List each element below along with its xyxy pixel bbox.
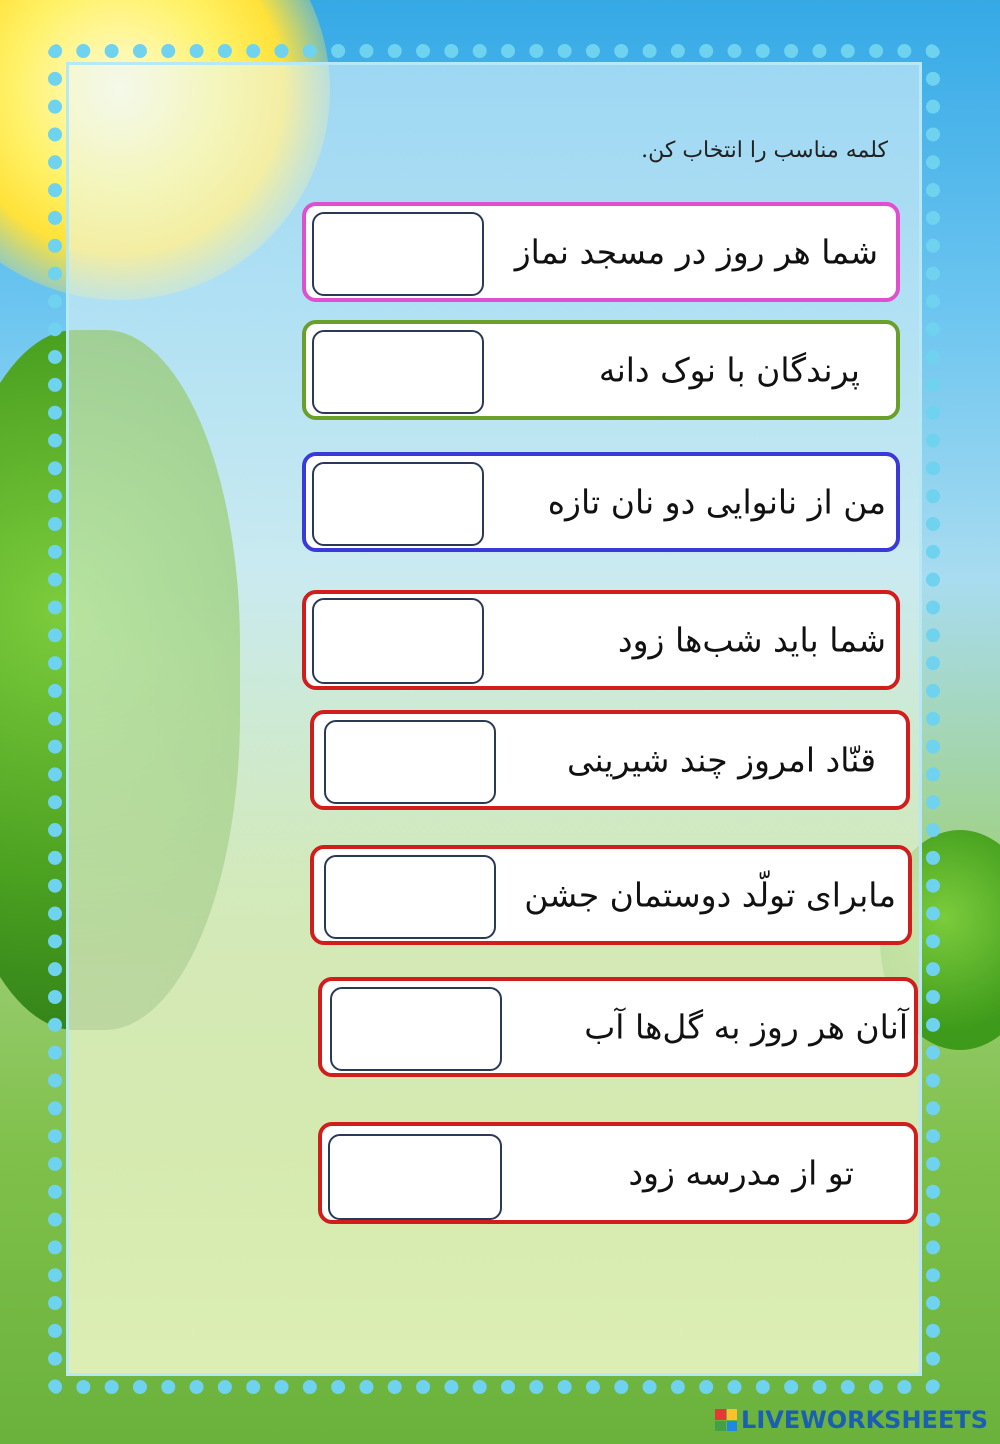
logo-text: LIVEWORKSHEETS xyxy=(741,1406,988,1434)
sentence-row xyxy=(318,977,918,1077)
answer-dropdown[interactable] xyxy=(312,330,484,414)
sentence-row xyxy=(302,202,900,302)
sentence-row xyxy=(310,710,910,810)
sentence-text: شما باید شب‌ها زود xyxy=(617,620,886,660)
answer-dropdown[interactable] xyxy=(312,598,484,684)
sentence-text: شما هر روز در مسجد نماز xyxy=(514,232,878,272)
sentence-text: پرندگان با نوک دانه xyxy=(598,350,860,390)
sentence-row xyxy=(310,845,912,945)
liveworksheets-logo[interactable] xyxy=(715,1406,988,1434)
sentence-text: آنان هر روز به گل‌ها آب xyxy=(584,1007,908,1047)
answer-dropdown[interactable] xyxy=(328,1134,502,1220)
sentence-text: من از نانوایی دو نان تازه xyxy=(547,482,886,522)
answer-dropdown[interactable] xyxy=(324,720,496,804)
answer-dropdown[interactable] xyxy=(324,855,496,939)
liveworksheets-logo-icon xyxy=(715,1409,737,1431)
sentence-text: قنّاد امروز چند شیرینی xyxy=(566,740,876,780)
instruction-text: کلمه مناسب را انتخاب کن. xyxy=(641,138,888,163)
sentence-row xyxy=(302,452,900,552)
sentence-text: تو از مدرسه زود xyxy=(628,1153,854,1193)
sentence-row xyxy=(302,590,900,690)
answer-dropdown[interactable] xyxy=(330,987,502,1071)
answer-dropdown[interactable] xyxy=(312,212,484,296)
answer-dropdown[interactable] xyxy=(312,462,484,546)
sentence-row xyxy=(318,1122,918,1224)
sentence-row xyxy=(302,320,900,420)
sentence-text: مابرای تولّد دوستمان جشن xyxy=(524,875,896,915)
